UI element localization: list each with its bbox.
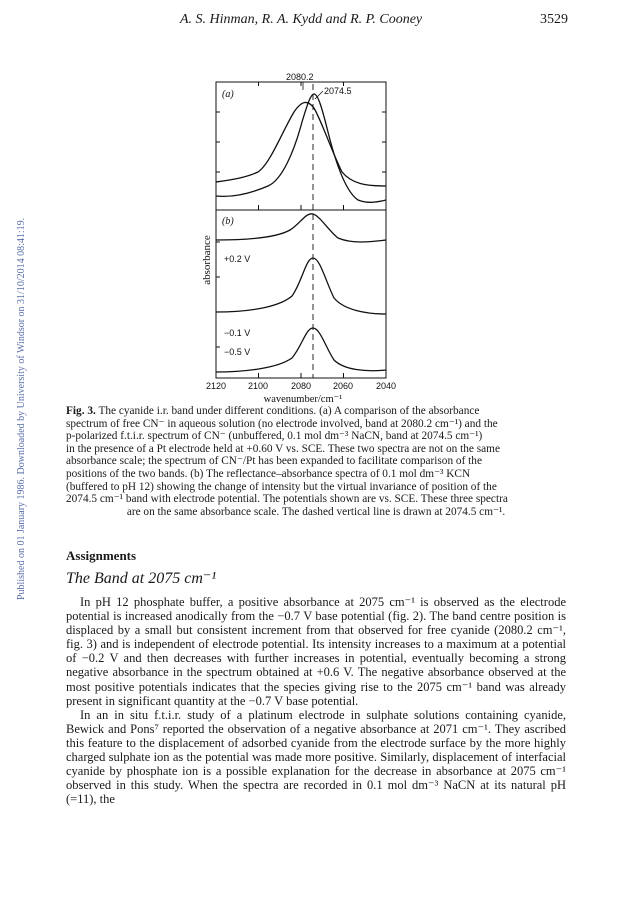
peak-label-2080: 2080.2 <box>286 72 314 82</box>
caption-line: in the presence of a Pt electrode held at +0.60 V vs. SCE. These two spectra are not on the same <box>66 442 500 455</box>
caption-line: absorbance scale; the spectrum of CN⁻/Pt has been expanded to facilitate comparison of the <box>66 455 482 468</box>
subsection-heading: The Band at 2075 cm⁻¹ <box>66 570 217 587</box>
panel-a-label: (a) <box>222 89 234 100</box>
caption-label: Fig. 3. <box>66 405 96 417</box>
caption-line: (buffered to pH 12) showing the change of intensity but the virtual invariance of position of the <box>66 480 497 493</box>
potential-label-0: +0.2 V <box>224 254 251 264</box>
panel-b-label: (b) <box>222 216 234 227</box>
paragraph-1: In pH 12 phosphate buffer, a positive absorbance at 2075 cm⁻¹ is observed as the electrode potential is increased anodically from the −0.7 V base potential (fig. 2). The band centre position is displaced by a small but consistent increment from that observed for free cyanide (2080.2 cm⁻¹, fig. 3) and is independent of electrode potential. Its intensity increases to a maximum at a potential of −0.2 V and then decreases with further increases in potential, eventually becoming a strong negative absorbance in the spectrum obtained at +0.6 V. The negative absorbance observed at the most positive potentials indicates that the species giving rise to the 2075 cm⁻¹ band was already present in significant quantity at the −0.7 V base potential. <box>66 595 566 708</box>
figure-3 <box>190 72 430 405</box>
figure-caption <box>66 405 566 518</box>
page-header <box>0 12 624 32</box>
x-tick-1: 2100 <box>248 381 269 391</box>
y-axis-label: absorbance <box>201 235 213 285</box>
spectrum-plus-0-2V <box>216 214 386 242</box>
cn-pt-spectrum <box>216 94 386 202</box>
x-tick-3: 2060 <box>333 381 354 391</box>
page-number: 3529 <box>540 12 568 27</box>
caption-line: p-polarized f.t.i.r. spectrum of CN⁻ (unbuffered, 0.1 mol dm⁻³ NaCN, band at 2074.5 cm⁻¹) <box>66 430 483 443</box>
running-authors: A. S. Hinman, R. A. Kydd and R. P. Cooney <box>180 12 423 27</box>
download-note: Published on 01 January 1986. Downloaded by University of Windsor on 31/10/2014 08:41:19. <box>16 217 27 600</box>
spectra-plot <box>190 72 430 405</box>
body-text <box>66 595 566 806</box>
x-axis-label: wavenumber/cm⁻¹ <box>263 394 343 405</box>
x-tick-2: 2080 <box>291 381 312 391</box>
free-cyanide-spectrum <box>216 102 386 186</box>
caption-line: Fig. 3. The cyanide i.r. band under different conditions. (a) A comparison of the absorbance <box>66 405 480 417</box>
peak-label-2074: 2074.5 <box>324 86 352 96</box>
potential-label-2: −0.5 V <box>224 347 251 357</box>
spectrum-minus-0-1V <box>216 258 386 314</box>
paragraph-2: In an in situ f.t.i.r. study of a platinum electrode in sulphate solutions containing cyanide, Bewick and Pons⁷ reported the observation of a negative absorbance at 2071 cm⁻¹. They ascribed this feature to the displacement of adsorbed cyanide from the electrode surface by the more highly charged sulphate ion as the potential was made more positive. Similarly, displacement of interfacial cyanide by phosphate ion is a possible explanation for the decrease in absorbance at 2075 cm⁻¹ observed in this study. When the spectra are recorded in 0.1 mol dm⁻³ NaCN at its natural pH (=11), the <box>66 707 566 807</box>
caption-line: spectrum of free CN⁻ in aqueous solution (no electrode involved, band at 2080.2 cm⁻¹) and the <box>66 417 498 430</box>
download-watermark <box>4 150 27 600</box>
caption-line: 2074.5 cm⁻¹ band with electrode potential. The potentials shown are vs. SCE. These three spectra <box>66 493 508 506</box>
x-tick-0: 2120 <box>206 381 227 391</box>
caption-line: positions of the two bands. (b) The reflectance–absorbance spectra of 0.1 mol dm⁻³ KCN <box>66 467 471 480</box>
section-heading: Assignments <box>66 548 137 563</box>
panel-a-frame <box>216 82 386 210</box>
potential-label-1: −0.1 V <box>224 328 251 338</box>
caption-line: are on the same absorbance scale. The dashed vertical line is drawn at 2074.5 cm⁻¹. <box>126 505 506 518</box>
x-tick-4: 2040 <box>376 381 397 391</box>
